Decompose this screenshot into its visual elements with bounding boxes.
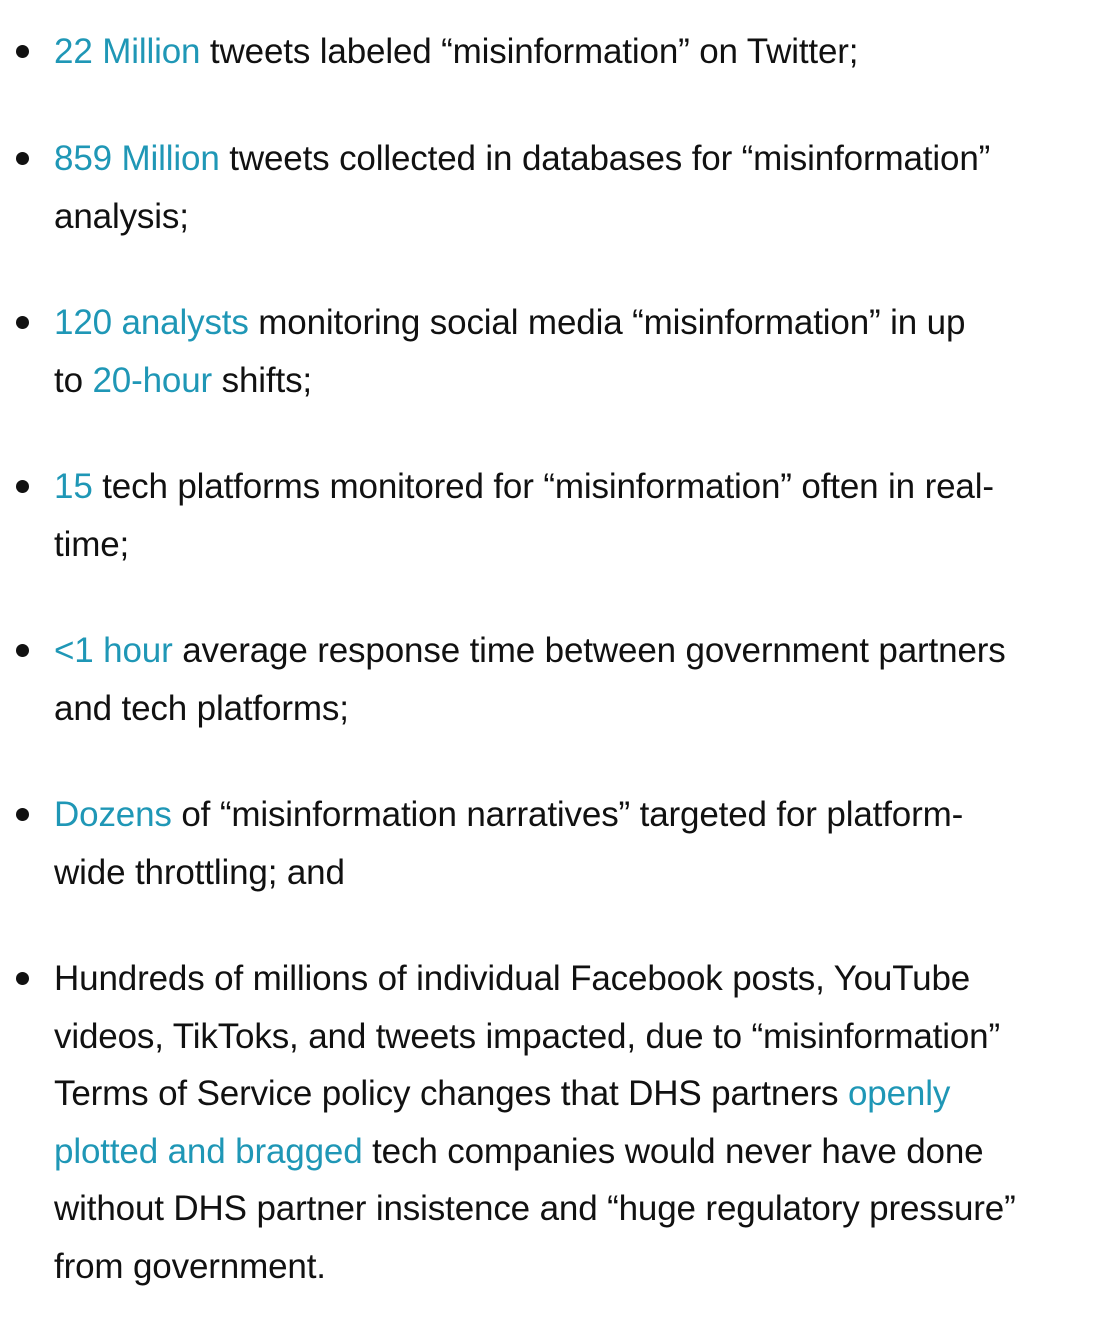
item-text: and tech platforms;	[54, 688, 349, 728]
bullet-icon	[16, 152, 29, 165]
item-text: shifts;	[212, 360, 313, 400]
item-text: to	[54, 360, 93, 400]
list-item	[54, 294, 1074, 409]
item-text: wide throttling; and	[54, 852, 345, 892]
list-item	[54, 950, 1074, 1295]
item-text: monitoring social media “misinformation” in up	[248, 303, 966, 342]
list-item	[54, 130, 1074, 245]
list-item	[54, 23, 1074, 81]
highlight-stat: Dozens	[54, 795, 172, 834]
item-text: tweets labeled “misinformation” on Twitter;	[200, 32, 859, 71]
bullet-icon	[16, 808, 29, 821]
item-text: Hundreds of millions of individual Facebook posts, YouTube	[54, 959, 971, 998]
item-text: tech companies would never have done	[362, 1131, 984, 1171]
link-text[interactable]: plotted and bragged	[54, 1131, 363, 1171]
list-item	[54, 458, 1074, 573]
link-text[interactable]: openly	[847, 1074, 951, 1113]
highlight-stat: <1 hour	[54, 631, 173, 670]
bullet-icon	[16, 644, 29, 657]
highlight-stat: 22 Million	[54, 32, 201, 71]
item-text: Terms of Service policy changes that DHS partners	[54, 1074, 848, 1113]
item-text: videos, TikToks, and tweets impacted, due to “misinformation”	[54, 1016, 1000, 1056]
highlight-stat: 120 analysts	[54, 303, 249, 342]
highlight-stat: 20-hour	[92, 360, 213, 400]
highlight-stat: 859 Million	[54, 139, 220, 178]
item-text: tech platforms monitored for “misinformation” often in real-	[92, 467, 994, 506]
item-text: from government.	[54, 1246, 326, 1286]
bullet-icon	[16, 45, 29, 58]
list-item	[54, 622, 1074, 737]
item-text: without DHS partner insistence and “huge regulatory pressure”	[54, 1189, 1016, 1228]
item-text: tweets collected in databases for “misinformation”	[219, 139, 991, 178]
item-text: time;	[54, 524, 130, 564]
list-item	[54, 786, 1074, 901]
highlight-stat: 15	[54, 467, 93, 506]
bullet-icon	[16, 316, 29, 329]
bullet-icon	[16, 480, 29, 493]
item-text: of “misinformation narratives” targeted for platform-	[171, 795, 964, 834]
bullet-icon	[16, 972, 29, 985]
item-text: average response time between government partners	[172, 631, 1006, 670]
item-text: analysis;	[54, 196, 189, 236]
